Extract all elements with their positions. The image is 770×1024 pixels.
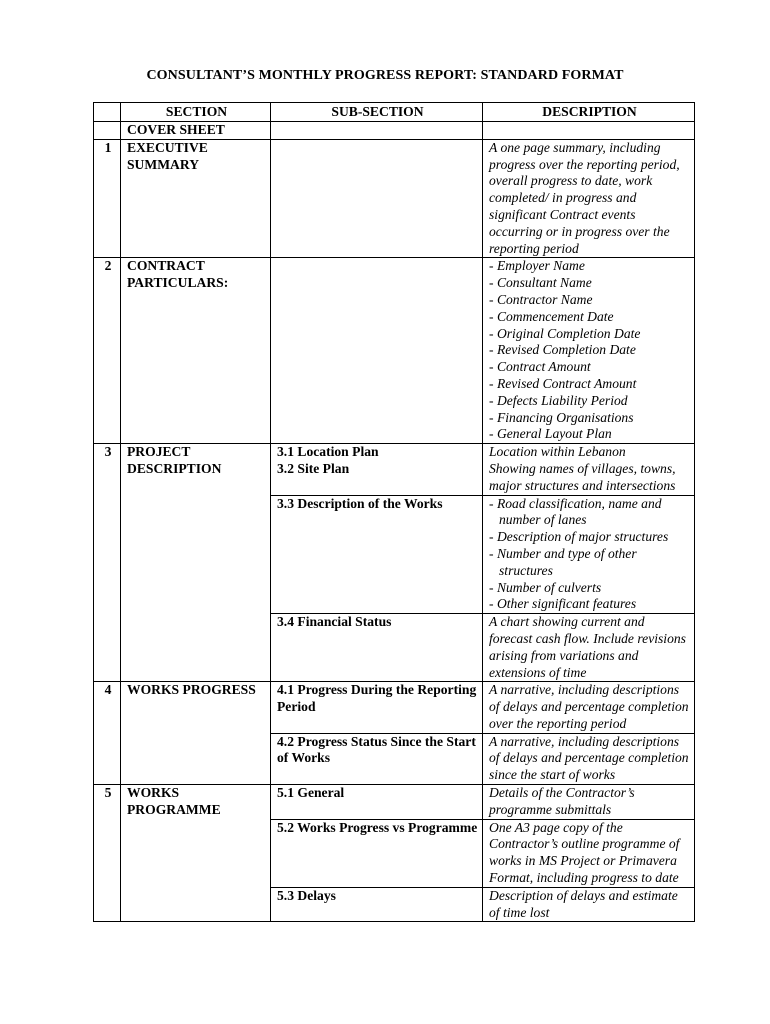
row-number: 3 xyxy=(94,444,121,682)
document-title: CONSULTANT’S MONTHLY PROGRESS REPORT: STANDARD FORMAT xyxy=(146,68,624,83)
table-row-5 xyxy=(94,785,695,820)
subsection-progress-reporting-period: 4.1 Progress During the Reporting Period xyxy=(271,682,483,733)
description-executive-summary: A one page summary, including progress over the reporting period, overall progress to date, work completed/ in progress and significant Contract events occurring or in progress over the reporting period xyxy=(483,139,695,258)
subsection-empty xyxy=(271,139,483,258)
list-item: - Commencement Date xyxy=(489,308,614,324)
list-item: - Revised Completion Date xyxy=(489,342,636,358)
report-format-table xyxy=(93,102,695,922)
list-item: - Consultant Name xyxy=(489,275,592,291)
section-contract-particulars: CONTRACT PARTICULARS: xyxy=(121,258,271,444)
list-item: - Description of major structures xyxy=(489,529,669,545)
header-row xyxy=(94,103,695,122)
description-progress-reporting-period: A narrative, including descriptions of delays and percentage completion over the reporting period xyxy=(483,682,695,733)
section-executive-summary: EXECUTIVE SUMMARY xyxy=(121,139,271,258)
header-number-cell xyxy=(94,103,121,122)
section-works-programme: WORKS PROGRAMME xyxy=(121,785,271,922)
section-project-description: PROJECT DESCRIPTION xyxy=(121,444,271,682)
header-subsection: SUB-SECTION xyxy=(271,103,483,122)
subsection-works-progress-vs-programme: 5.2 Works Progress vs Programme xyxy=(271,819,483,887)
description-progress-status: A narrative, including descriptions of delays and percentage completion since the start of works xyxy=(483,733,695,784)
list-item: - Other significant features xyxy=(489,596,637,612)
subsection-location-site-plan xyxy=(271,444,483,495)
list-item: - Contract Amount xyxy=(489,359,591,375)
list-item: - General Layout Plan xyxy=(489,426,612,442)
cover-number-cell xyxy=(94,122,121,140)
description-contract-particulars xyxy=(483,258,695,444)
row-number: 1 xyxy=(94,139,121,258)
table-row-3 xyxy=(94,444,695,495)
subsection-financial-status: 3.4 Financial Status xyxy=(271,614,483,682)
description-delays: Description of delays and estimate of time lost xyxy=(483,887,695,922)
subsection-general: 5.1 General xyxy=(271,785,483,820)
subsection-description-of-works: 3.3 Description of the Works xyxy=(271,495,483,614)
list-item: - Original Completion Date xyxy=(489,325,641,341)
description-location-plan: Location within Lebanon xyxy=(489,444,626,460)
subsection-delays: 5.3 Delays xyxy=(271,887,483,922)
list-item: - Employer Name xyxy=(489,258,585,274)
cover-subsection-cell xyxy=(271,122,483,140)
description-works-progress-vs-programme: One A3 page copy of the Contractor’s outline programme of works in MS Project or Primavera Format, including progress to date xyxy=(483,819,695,887)
description-description-of-works xyxy=(483,495,695,614)
cover-sheet-row xyxy=(94,122,695,140)
list-item: - Financing Organisations xyxy=(489,409,634,425)
row-number: 4 xyxy=(94,682,121,785)
row-number: 2 xyxy=(94,258,121,444)
subsection-site-plan: 3.2 Site Plan xyxy=(277,460,350,476)
row-number: 5 xyxy=(94,785,121,922)
table-row-1 xyxy=(94,139,695,258)
section-works-progress: WORKS PROGRESS xyxy=(121,682,271,785)
list-item: - Contractor Name xyxy=(489,291,593,307)
header-section: SECTION xyxy=(121,103,271,122)
table-row-4 xyxy=(94,682,695,733)
cover-sheet-label: COVER SHEET xyxy=(121,122,271,140)
description-financial-status: A chart showing current and forecast cash flow. Include revisions arising from variations and extensions of time xyxy=(483,614,695,682)
cover-description-cell xyxy=(483,122,695,140)
list-item: - Number and type of other structures xyxy=(489,545,637,578)
list-item: - Road classification, name and number of lanes xyxy=(489,495,662,528)
subsection-empty xyxy=(271,258,483,444)
list-item: - Defects Liability Period xyxy=(489,392,628,408)
description-general: Details of the Contractor’s programme submittals xyxy=(483,785,695,820)
description-location-site-plan xyxy=(483,444,695,495)
subsection-location-plan: 3.1 Location Plan xyxy=(277,444,379,460)
subsection-progress-status: 4.2 Progress Status Since the Start of Works xyxy=(271,733,483,784)
description-site-plan: Showing names of villages, towns, major structures and intersections xyxy=(489,460,676,493)
list-item: - Number of culverts xyxy=(489,579,602,595)
table-row-2 xyxy=(94,258,695,444)
list-item: - Revised Contract Amount xyxy=(489,375,637,391)
header-description: DESCRIPTION xyxy=(483,103,695,122)
